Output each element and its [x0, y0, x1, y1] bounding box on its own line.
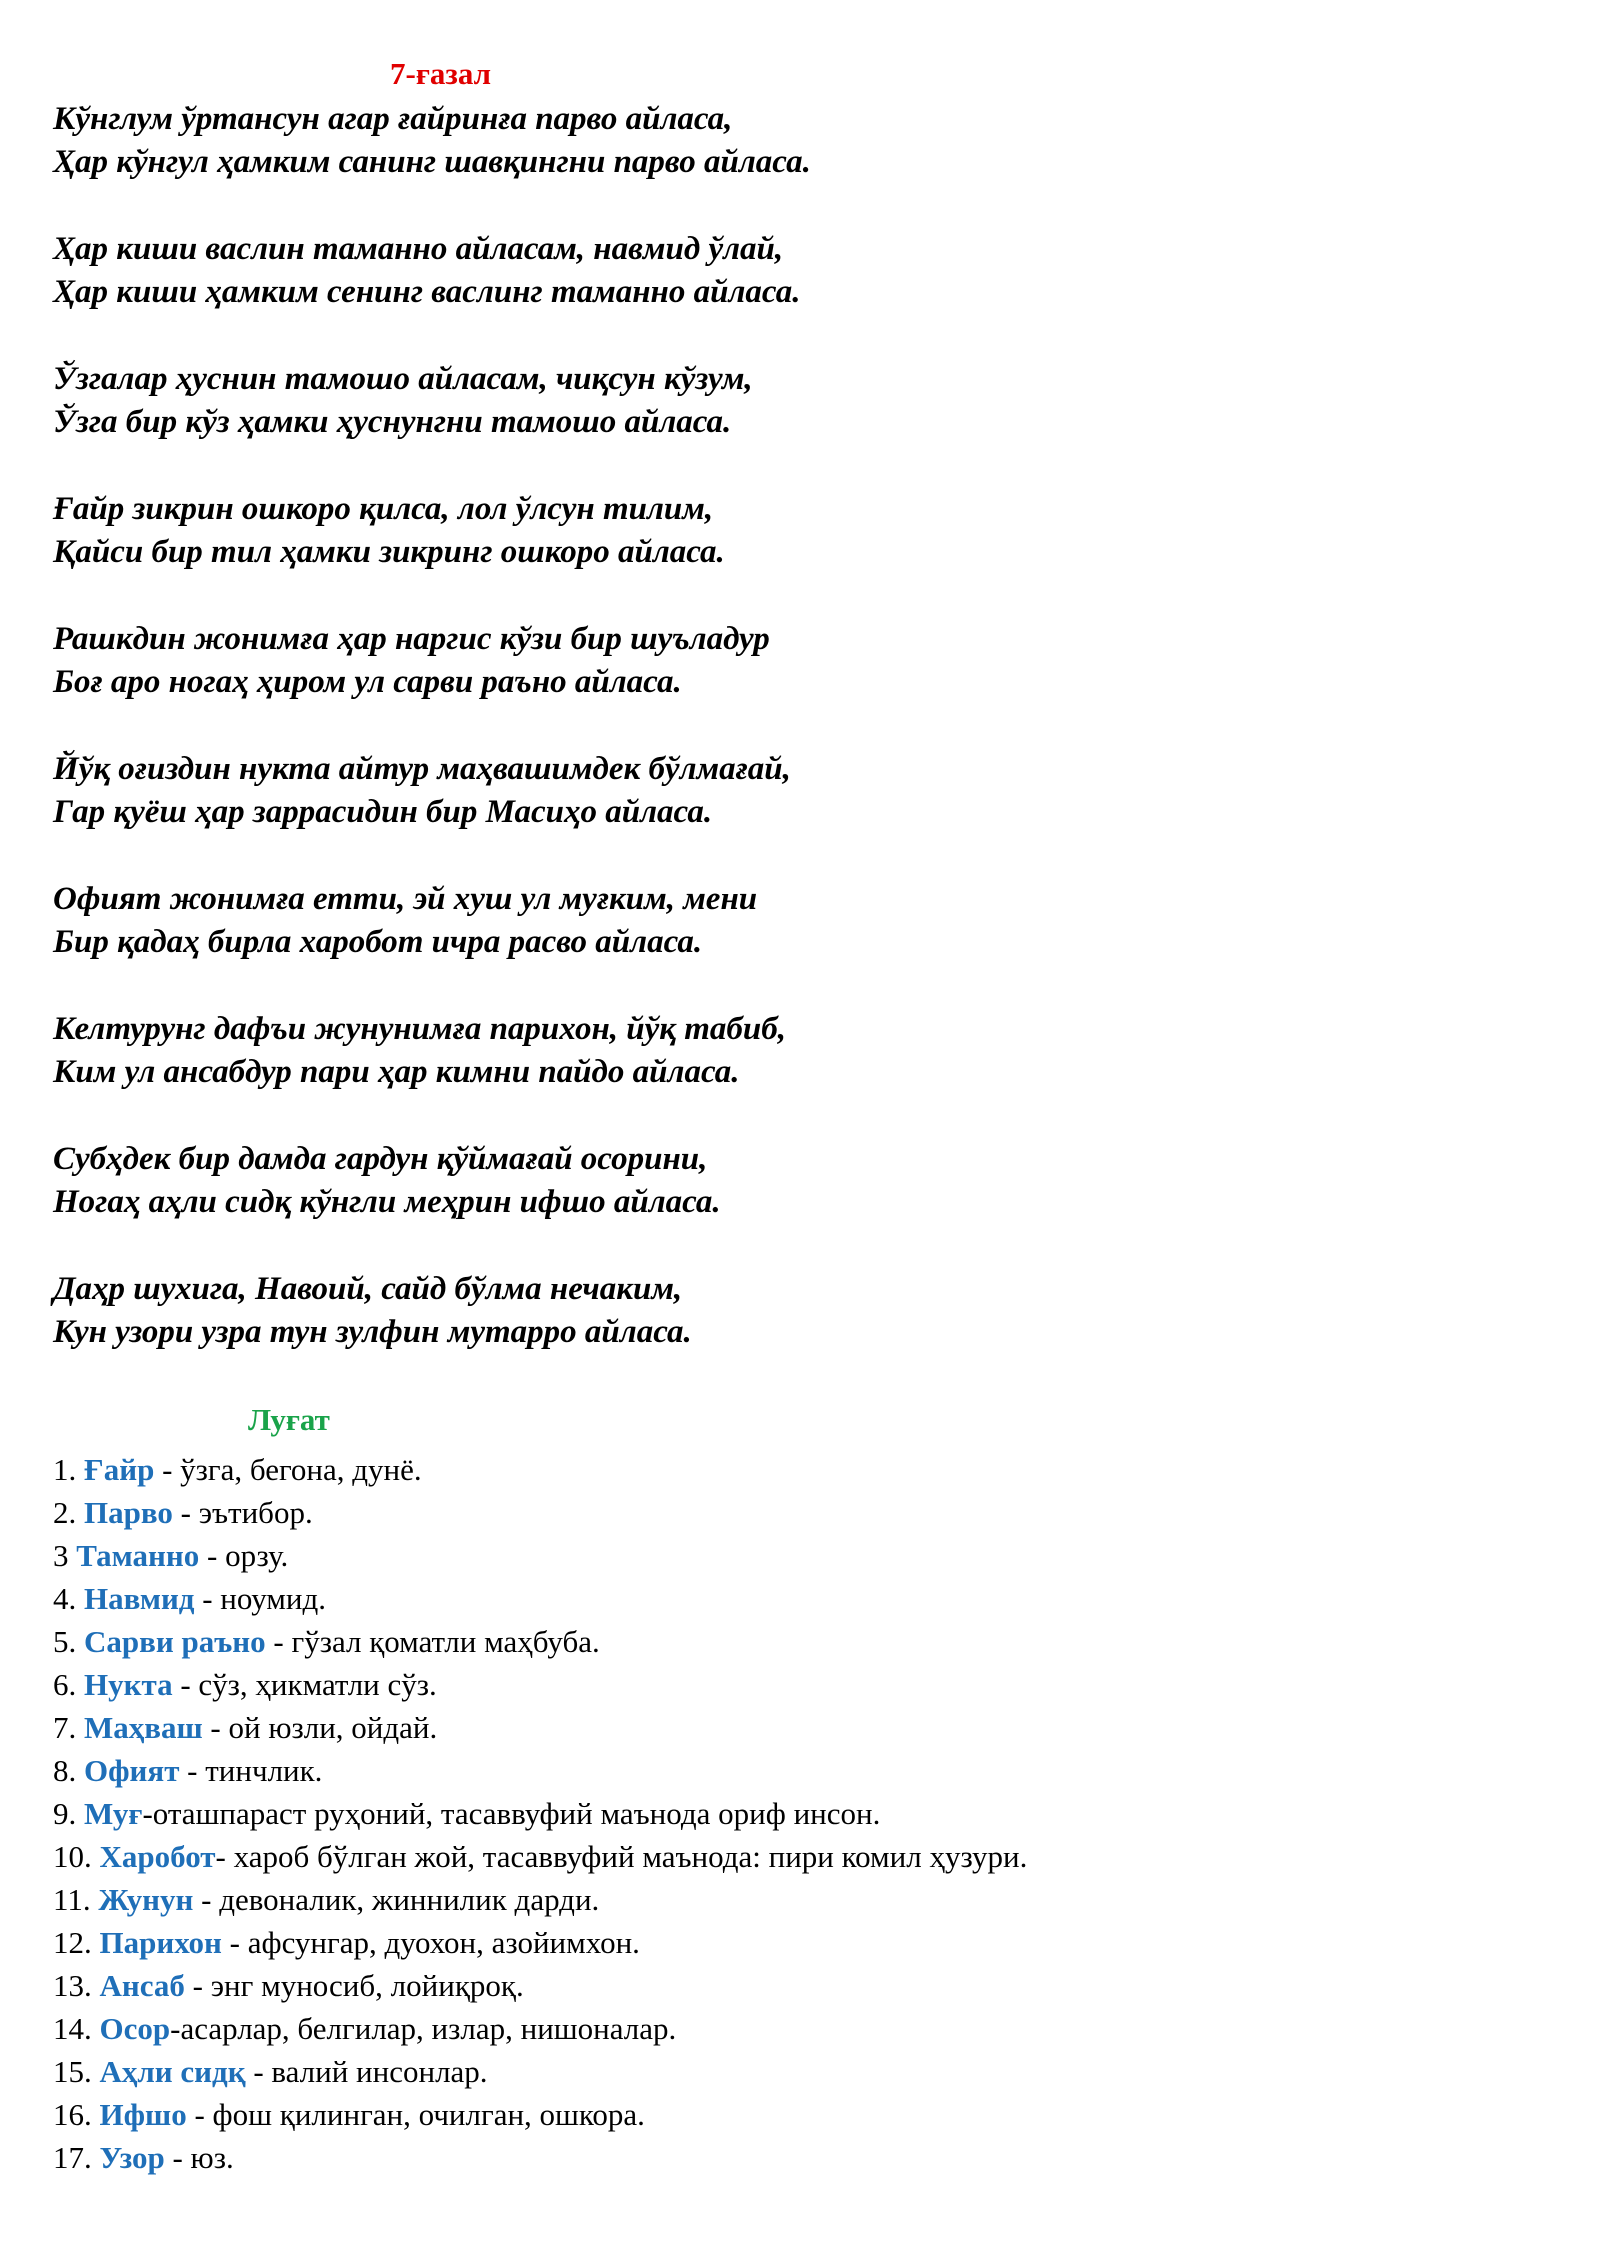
glossary-term: Харобот [99, 1839, 216, 1874]
glossary-term: Маҳваш [84, 1710, 203, 1745]
poem-body [53, 98, 1503, 1398]
glossary-number: 14. [53, 2011, 92, 2046]
glossary-term: Осор [99, 2011, 171, 2046]
glossary-definition: - орзу. [199, 1538, 289, 1573]
poem-title: 7-ғазал [390, 56, 492, 91]
glossary-number: 16. [53, 2097, 92, 2132]
glossary-item [53, 1749, 1027, 1792]
verse-line: Субҳдек бир дамда гардун қўймағай осорини, [53, 1141, 708, 1177]
verse-line: Кўнглум ўртансун агар ғайринға парво айласа, [53, 101, 733, 137]
glossary-number: 7. [53, 1710, 77, 1745]
verse-line: Ҳар киши ҳамким сенинг васлинг таманно айласа. [53, 274, 801, 310]
glossary-number: 9. [53, 1796, 77, 1831]
verse-line: Бир қадаҳ бирла харобот ичра расво айласа. [53, 924, 703, 960]
glossary-term: Ифшо [99, 2097, 187, 2132]
verse-line: Ногаҳ аҳли сидқ кўнгли меҳрин ифшо айласа. [53, 1184, 721, 1220]
glossary-term: Парво [84, 1495, 173, 1530]
stanza [53, 748, 1503, 834]
glossary-term: Муғ [84, 1796, 143, 1831]
glossary-definition: - девоналик, жиннилик дарди. [193, 1882, 600, 1917]
glossary-title: Луғат [248, 1402, 330, 1437]
glossary-item [53, 1706, 1027, 1749]
verse-line: Боғ аро ногаҳ ҳиром ул сарви раъно айласа. [53, 664, 682, 700]
glossary-item [53, 2050, 1027, 2093]
glossary-number: 1. [53, 1452, 77, 1487]
glossary-definition: - гўзал қоматли маҳбуба. [265, 1624, 600, 1659]
glossary-item [53, 1620, 1027, 1663]
glossary-item [53, 2007, 1027, 2050]
stanza [53, 1268, 1503, 1354]
verse-line: Ҳар кўнгул ҳамким санинг шавқингни парво айласа. [53, 144, 811, 180]
verse-line: Қайси бир тил ҳамки зикринг ошкоро айласа. [53, 534, 725, 570]
glossary-definition: - сўз, ҳикматли сўз. [172, 1667, 437, 1702]
glossary-term: Жунун [98, 1882, 194, 1917]
glossary-term: Ансаб [99, 1968, 185, 2003]
glossary-number: 6. [53, 1667, 77, 1702]
glossary-term: Офият [84, 1753, 180, 1788]
glossary-item [53, 1878, 1027, 1921]
stanza [53, 358, 1503, 444]
stanza [53, 1138, 1503, 1224]
glossary-definition: - эътибор. [172, 1495, 313, 1530]
glossary-definition: - тинчлик. [179, 1753, 323, 1788]
verse-line: Йўқ оғиздин нукта айтур маҳвашимдек бўлмағай, [53, 751, 791, 787]
glossary-number: 13. [53, 1968, 92, 2003]
stanza [53, 1008, 1503, 1094]
glossary-number: 5. [53, 1624, 77, 1659]
glossary-definition: -оташпараст руҳоний, тасаввуфий маънода ориф инсон. [142, 1796, 881, 1831]
glossary-number: 4. [53, 1581, 77, 1616]
glossary-definition: - ўзга, бегона, дунё. [154, 1452, 422, 1487]
verse-line: Ўзга бир кўз ҳамки ҳуснунгни тамошо айласа. [53, 404, 732, 440]
glossary-definition: - хароб бўлган жой, тасаввуфий маънода: пири комил ҳузури. [215, 1839, 1028, 1874]
glossary-number: 8. [53, 1753, 77, 1788]
glossary-term: Узор [99, 2140, 165, 2175]
glossary-term: Сарви раъно [84, 1624, 266, 1659]
glossary-definition: - ой юзли, ойдай. [202, 1710, 438, 1745]
glossary-item [53, 1663, 1027, 1706]
glossary-item [53, 1448, 1027, 1491]
glossary-item [53, 1491, 1027, 1534]
glossary-item [53, 2093, 1027, 2136]
glossary-definition: - энг муносиб, лойиқроқ. [184, 1968, 524, 2003]
glossary-term: Таманно [76, 1538, 200, 1573]
glossary-definition: - юз. [164, 2140, 234, 2175]
stanza [53, 488, 1503, 574]
glossary-definition: - афсунгар, дуохон, азойимхон. [221, 1925, 640, 1960]
glossary-number: 10. [53, 1839, 92, 1874]
glossary-number: 17. [53, 2140, 92, 2175]
verse-line: Даҳр шухига, Навоий, сайд бўлма нечаким, [53, 1271, 683, 1307]
glossary-item [53, 1835, 1027, 1878]
glossary-item [53, 1577, 1027, 1620]
glossary-term: Аҳли сидқ [99, 2054, 246, 2089]
verse-line: Ҳар киши васлин таманно айласам, навмид ўлай, [53, 231, 784, 267]
glossary-list [53, 1448, 1027, 2179]
verse-line: Келтурунг дафъи жунунимға парихон, йўқ табиб, [53, 1011, 786, 1047]
stanza [53, 618, 1503, 704]
glossary-number: 3 [53, 1538, 69, 1573]
glossary-term: Ғайр [84, 1452, 155, 1487]
glossary-number: 11. [53, 1882, 91, 1917]
glossary-term: Нукта [84, 1667, 173, 1702]
glossary-definition: - валий инсонлар. [245, 2054, 488, 2089]
stanza [53, 228, 1503, 314]
verse-line: Кун узори узра тун зулфин мутарро айласа. [53, 1314, 692, 1350]
verse-line: Рашкдин жонимға ҳар наргис кўзи бир шуъладур [53, 621, 770, 657]
verse-line: Ким ул ансабдур пари ҳар кимни пайдо айласа. [53, 1054, 740, 1090]
glossary-definition: -асарлар, белгилар, излар, нишоналар. [170, 2011, 677, 2046]
stanza [53, 878, 1503, 964]
stanza [53, 98, 1503, 184]
glossary-number: 12. [53, 1925, 92, 1960]
verse-line: Гар қуёш ҳар заррасидин бир Масиҳо айласа. [53, 794, 713, 830]
glossary-item [53, 1921, 1027, 1964]
verse-line: Офият жонимға етти, эй хуш ул муғким, мени [53, 881, 758, 917]
glossary-term: Парихон [99, 1925, 222, 1960]
glossary-item [53, 1534, 1027, 1577]
glossary-term: Навмид [84, 1581, 195, 1616]
glossary-item [53, 2136, 1027, 2179]
verse-line: Ўзгалар ҳуснин тамошо айласам, чиқсун кўзум, [53, 361, 753, 397]
glossary-item [53, 1964, 1027, 2007]
glossary-item [53, 1792, 1027, 1835]
glossary-number: 2. [53, 1495, 77, 1530]
glossary-number: 15. [53, 2054, 92, 2089]
verse-line: Ғайр зикрин ошкоро қилса, лол ўлсун тилим, [53, 491, 714, 527]
glossary-definition: - фош қилинган, очилган, ошкора. [186, 2097, 645, 2132]
glossary-definition: - ноумид. [194, 1581, 327, 1616]
